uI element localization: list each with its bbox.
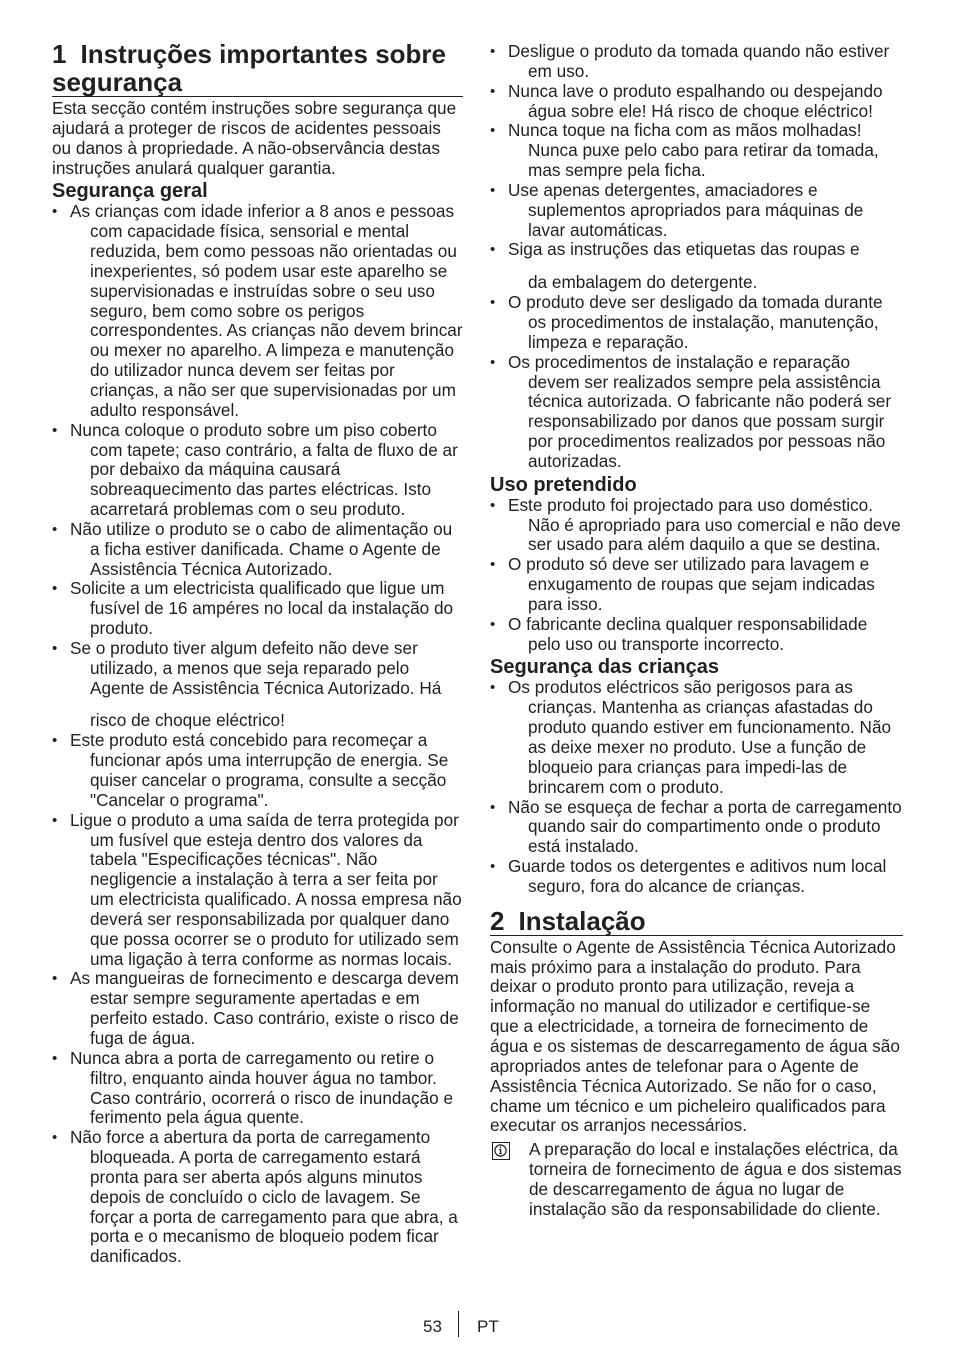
info-icon — [492, 1142, 510, 1160]
list-item: • Se o produto tiver algum defeito não deve ser utilizado, a menos que seja reparado pelo Agente de Assistência Técnica Autorizado. Há risco de choque eléctrico! — [52, 637, 442, 731]
list-item: • Este produto está concebido para recomeçar a funcionar após uma interrupção de energia. Se quiser cancelar o programa, consulte a secção "Cancelar o programa". — [52, 730, 449, 810]
list-item-continuation: risco de choque eléctrico! — [90, 710, 285, 731]
right-column — [490, 42, 903, 1220]
intended-use-heading: Uso pretendido — [490, 473, 637, 496]
list-item: • Siga as instruções das etiquetas das roupas e da embalagem do detergente. — [490, 239, 860, 293]
bullet-icon: • — [52, 970, 58, 988]
list-item: • Nunca coloque o produto sobre um piso coberto com tapete; caso contrário, a falta de fluxo de ar por debaixo da máquina causará sobreaquecimento das partes eléctricas. Isto acarretará problemas com o seu produto. — [52, 419, 458, 520]
left-column — [52, 40, 463, 1267]
bullet-icon: • — [52, 1049, 58, 1067]
list-item: • O produto só deve ser utilizado para lavagem e enxugamento de roupas que sejam indicadas para isso. — [490, 554, 875, 614]
bullet-icon: • — [52, 520, 58, 538]
list-item: • Desligue o produto da tomada quando não estiver em uso. — [490, 41, 890, 81]
bullet-icon: • — [490, 679, 496, 697]
section-2-title: Instalação — [518, 905, 646, 936]
section-1-heading — [52, 40, 463, 97]
bullet-icon: • — [490, 353, 496, 371]
list-item: • Ligue o produto a uma saída de terra protegida por um fusível que esteja dentro dos valores da tabela "Especificações técnicas". Não negligencie a instalação à terra a ser feita por um electricista qualificado. A nossa empresa não deverá ser responsabilizada por qualquer dano que possa ocorrer se o produto for utilizado sem uma ligação à terra conforme as normas locais. — [52, 809, 462, 969]
bullet-icon: • — [490, 615, 496, 633]
bullet-icon: • — [490, 43, 496, 60]
list-item: • Nunca lave o produto espalhando ou despejando água sobre ele! Há risco de choque eléctrico! — [490, 80, 883, 121]
list-item: • Não utilize o produto se o cabo de alimentação ou a ficha estiver danificada. Chame o Agente de Assistência Técnica Autorizado. — [52, 518, 453, 579]
page-number: 53 — [423, 1317, 442, 1336]
general-safety-heading: Segurança geral — [52, 180, 208, 203]
bullet-icon: • — [490, 122, 496, 140]
section-1-title: Instruções importantes sobre segurança — [52, 39, 447, 97]
child-safety-list — [490, 678, 903, 896]
bullet-icon: • — [490, 798, 496, 816]
note-text: A preparação do local e instalações eléctrica, da torneira de fornecimento de água e dos sistemas de descarregamento de água no lugar de instalação são da responsabilidade do cliente. — [529, 1139, 902, 1219]
bullet-icon: • — [52, 580, 58, 598]
list-item: • Guarde todos os detergentes e aditivos num local seguro, fora do alcance de crianças. — [490, 856, 887, 896]
list-item: • Este produto foi projectado para uso doméstico. Não é apropriado para uso comercial e não deve ser usado para além daquilo a que se destina. — [490, 494, 901, 555]
language-code: PT — [477, 1317, 499, 1336]
list-item: • Solicite a um electricista qualificado que ligue um fusível de 16 ampéres no local da instalação do produto. — [52, 578, 454, 639]
list-item: • As crianças com idade inferior a 8 anos e pessoas com capacidade física, sensorial e mental reduzida, bem como pessoas não orientadas ou inexperientes, só podem usar este aparelho se supervisionadas e instruídas sobre o seu uso seguro, bem como sobre os perigos correspondentes. As crianças não devem brincar ou mexer no aparelho. A limpeza e manutenção do utilizador nunca devem ser feitas por crianças, a não ser que supervisionadas por um adulto responsável. — [52, 201, 463, 420]
bullet-icon: • — [490, 556, 496, 574]
section-2-heading — [490, 907, 903, 936]
list-item: • Nunca toque na ficha com as mãos molhadas! Nunca puxe pelo cabo para retirar da tomada, mas sempre pela ficha. — [490, 120, 879, 181]
bullet-icon: • — [490, 82, 496, 100]
list-item: • Use apenas detergentes, amaciadores e suplementos apropriados para máquinas de lavar automáticas. — [490, 179, 864, 240]
intro-paragraph: Esta secção contém instruções sobre segurança que ajudará a proteger de riscos de acidentes pessoais ou danos à propriedade. A não-observância destas instruções anulará qualquer garantia. — [52, 98, 457, 178]
list-item: • Não force a abertura da porta de carregamento bloqueada. A porta de carregamento estará pronta para ser aberta após alguns minutos depois de concluído o ciclo de lavagem. Se forçar a porta de carregamento para que abra, a porta e o mecanismo de bloqueio podem ficar danificados. — [52, 1127, 458, 1267]
bullet-icon: • — [490, 241, 496, 259]
list-item: • O produto deve ser desligado da tomada durante os procedimentos de instalação, manutenção, limpeza e reparação. — [490, 292, 883, 352]
installation-paragraph: Consulte o Agente de Assistência Técnica Autorizado mais próximo para a instalação do produto. Para deixar o produto pronto para utilização, reveja a informação no manual do utilizador e certifique-se que a electricidade, a torneira de fornecimento de água e os sistemas de descarregamento de água são apropriados antes de telefonar para o Agente de Assistência Técnica Autorizado. Se não for o caso, chame um técnico e um picheleiro qualificados para executar os arranjos necessários. — [490, 936, 900, 1136]
general-safety-list-continued — [490, 42, 903, 472]
footer-divider — [458, 1311, 459, 1337]
bullet-icon: • — [52, 639, 58, 657]
bullet-icon: • — [490, 496, 496, 514]
list-item: • Não se esqueça de fechar a porta de carregamento quando sair do compartimento onde o produto está instalado. — [490, 796, 902, 857]
page-footer — [0, 1311, 954, 1341]
section-2-number: 2 — [490, 905, 505, 936]
intended-use-list — [490, 496, 903, 655]
list-item: • O fabricante declina qualquer responsabilidade pelo uso ou transporte incorrecto. — [490, 613, 868, 654]
child-safety-heading: Segurança das crianças — [490, 656, 720, 679]
bullet-icon: • — [52, 203, 58, 221]
list-item: • Nunca abra a porta de carregamento ou retire o filtro, enquanto ainda houver água no tambor. Caso contrário, ocorrerá o risco de inundação e ferimento pela água quente. — [52, 1047, 454, 1128]
bullet-icon: • — [490, 858, 496, 876]
installation-note — [490, 1140, 903, 1219]
bullet-icon: • — [52, 421, 58, 439]
bullet-icon: • — [52, 1129, 58, 1147]
list-item: • Os produtos eléctricos são perigosos para as crianças. Mantenha as crianças afastadas do produto quando estiver em funcionamento. Não as deixe mexer no produto. Use a função de bloqueio para crianças para impedi-las de brincarem com o produto. — [490, 677, 892, 797]
bullet-icon: • — [490, 181, 496, 199]
bullet-icon: • — [52, 811, 58, 829]
list-item: • As mangueiras de fornecimento e descarga devem estar sempre seguramente apertadas e em perfeito estado. Caso contrário, existe o risco de fuga de água. — [52, 968, 459, 1048]
section-1-number: 1 — [52, 39, 67, 69]
bullet-icon: • — [490, 294, 496, 312]
list-item: • Os procedimentos de instalação e reparação devem ser realizados sempre pela assistência técnica autorizada. O fabricante não poderá ser responsabilizado por danos que possam surgir por procedimentos realizados por pessoas não autorizadas. — [490, 351, 892, 471]
general-safety-list — [52, 202, 463, 1267]
bullet-icon: • — [52, 732, 58, 750]
list-item-continuation: da embalagem do detergente. — [528, 272, 758, 293]
